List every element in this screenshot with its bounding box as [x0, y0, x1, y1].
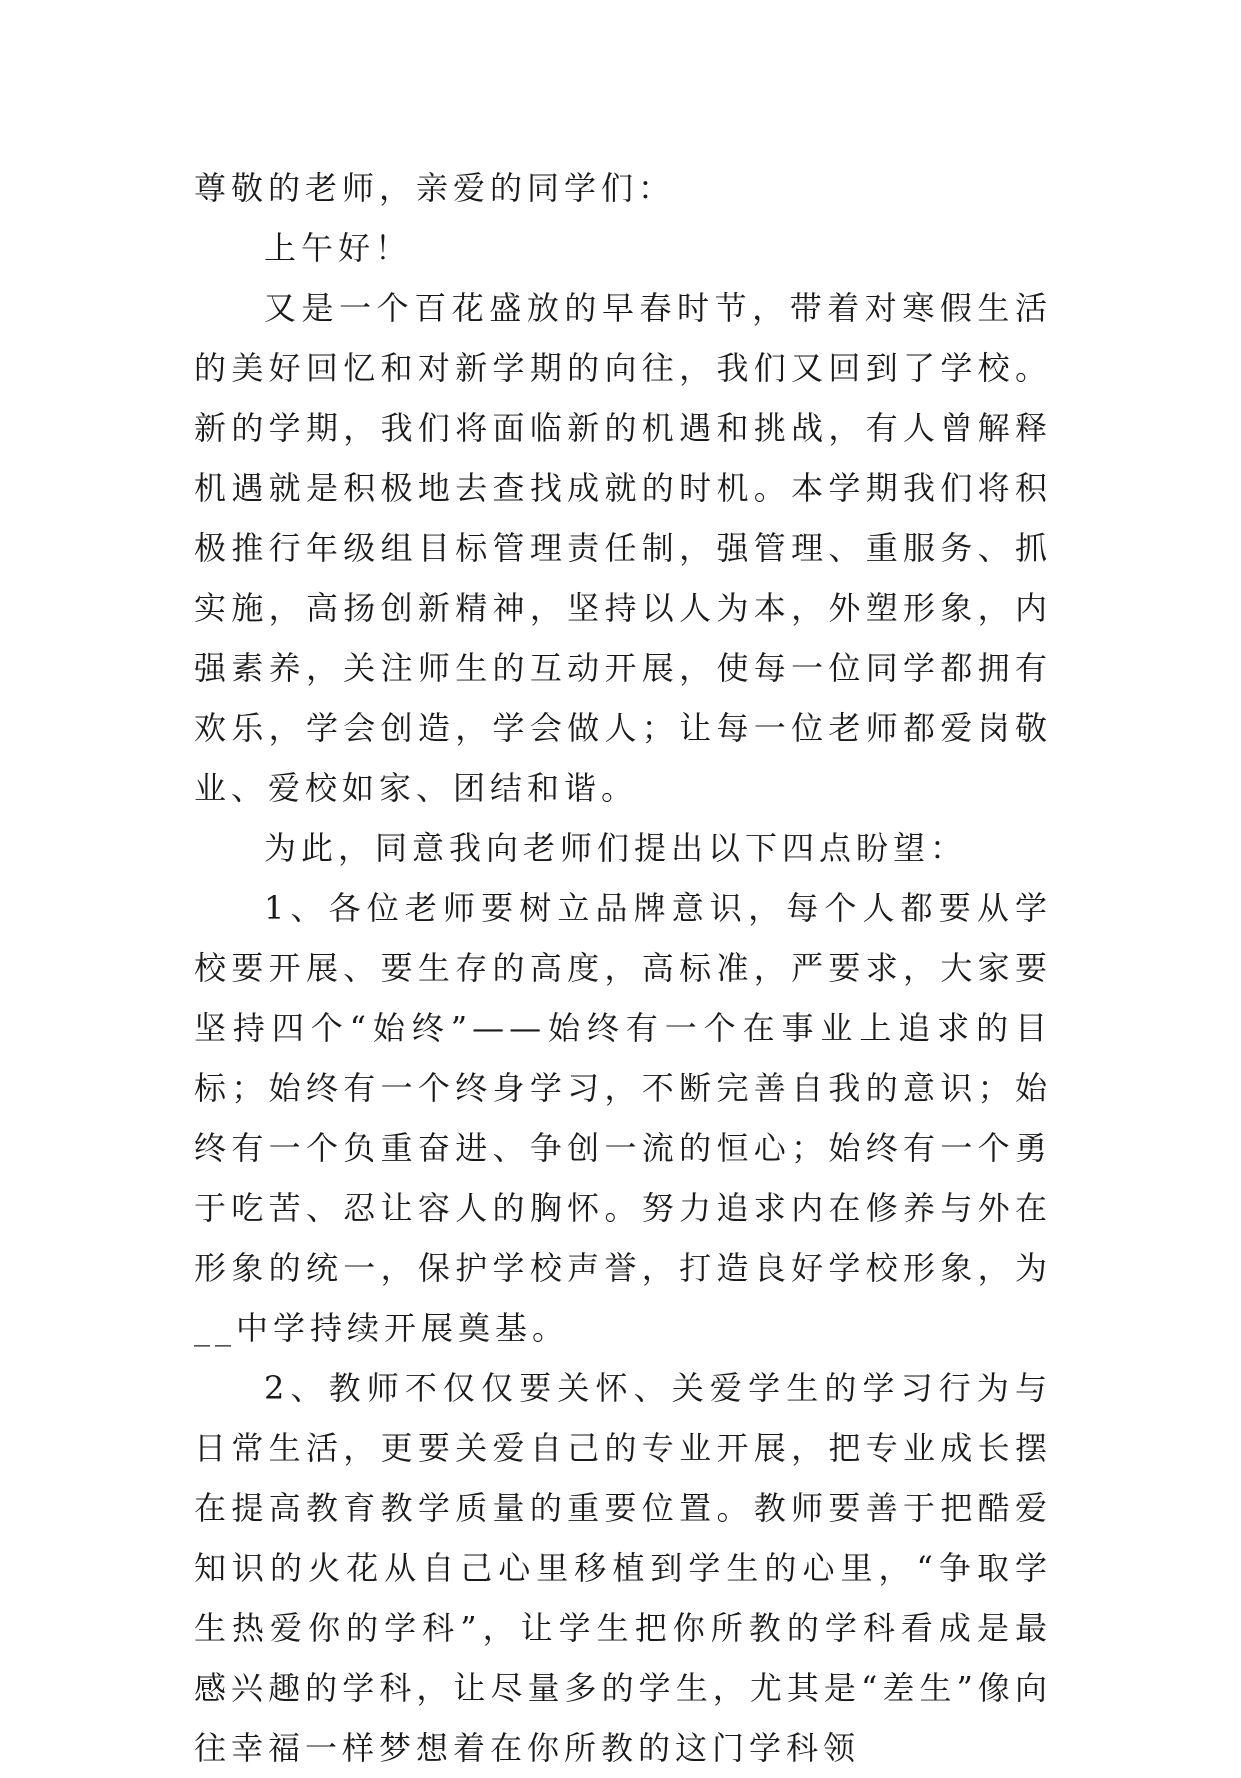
greeting: 上午好！: [264, 229, 413, 267]
document-page: [194, 158, 1052, 1778]
body-paragraph-point-1: 1、各位老师要树立品牌意识，每个人都要从学校要开展、要生存的高度，高标准，严要求，大家要坚持四个“始终”——始终有一个在事业上追求的目标；始终有一个终身学习，不断完善自我的意识；始终有一个负重奋进、争创一流的恒心；始终有一个勇于吃苦、忍让容人的胸怀。努力追求内在修养与外在形象的统一，保护学校声誉，打造良好学校形象，为__中学持续开展奠基。: [194, 889, 1052, 1347]
body-paragraph-point-2: 2、教师不仅仅要关怀、关爱学生的学习行为与日常生活，更要关爱自己的专业开展，把专业成长摆在提高教育教学质量的重要位置。教师要善于把酷爱知识的火花从自己心里移植到学生的心里，“争取学生热爱你的学科”，让学生把你所教的学科看成是最感兴趣的学科，让尽量多的学生，尤其是“差生”像向往幸福一样梦想着在你所教的这门学科领: [194, 1369, 1052, 1767]
salutation: 尊敬的老师，亲爱的同学们：: [194, 169, 676, 207]
body-paragraph-hopes: 为此，同意我向老师们提出以下四点盼望：: [264, 829, 968, 867]
body-paragraph-intro: 又是一个百花盛放的早春时节，带着对寒假生活的美好回忆和对新学期的向往，我们又回到了学校。新的学期，我们将面临新的机遇和挑战，有人曾解释机遇就是积极地去查找成就的时机。本学期我们将积极推行年级组目标管理责任制，强管理、重服务、抓实施，高扬创新精神，坚持以人为本，外塑形象，内强素养，关注师生的互动开展，使每一位同学都拥有欢乐，学会创造，学会做人；让每一位老师都爱岗敬业、爱校如家、团结和谐。: [194, 289, 1052, 807]
